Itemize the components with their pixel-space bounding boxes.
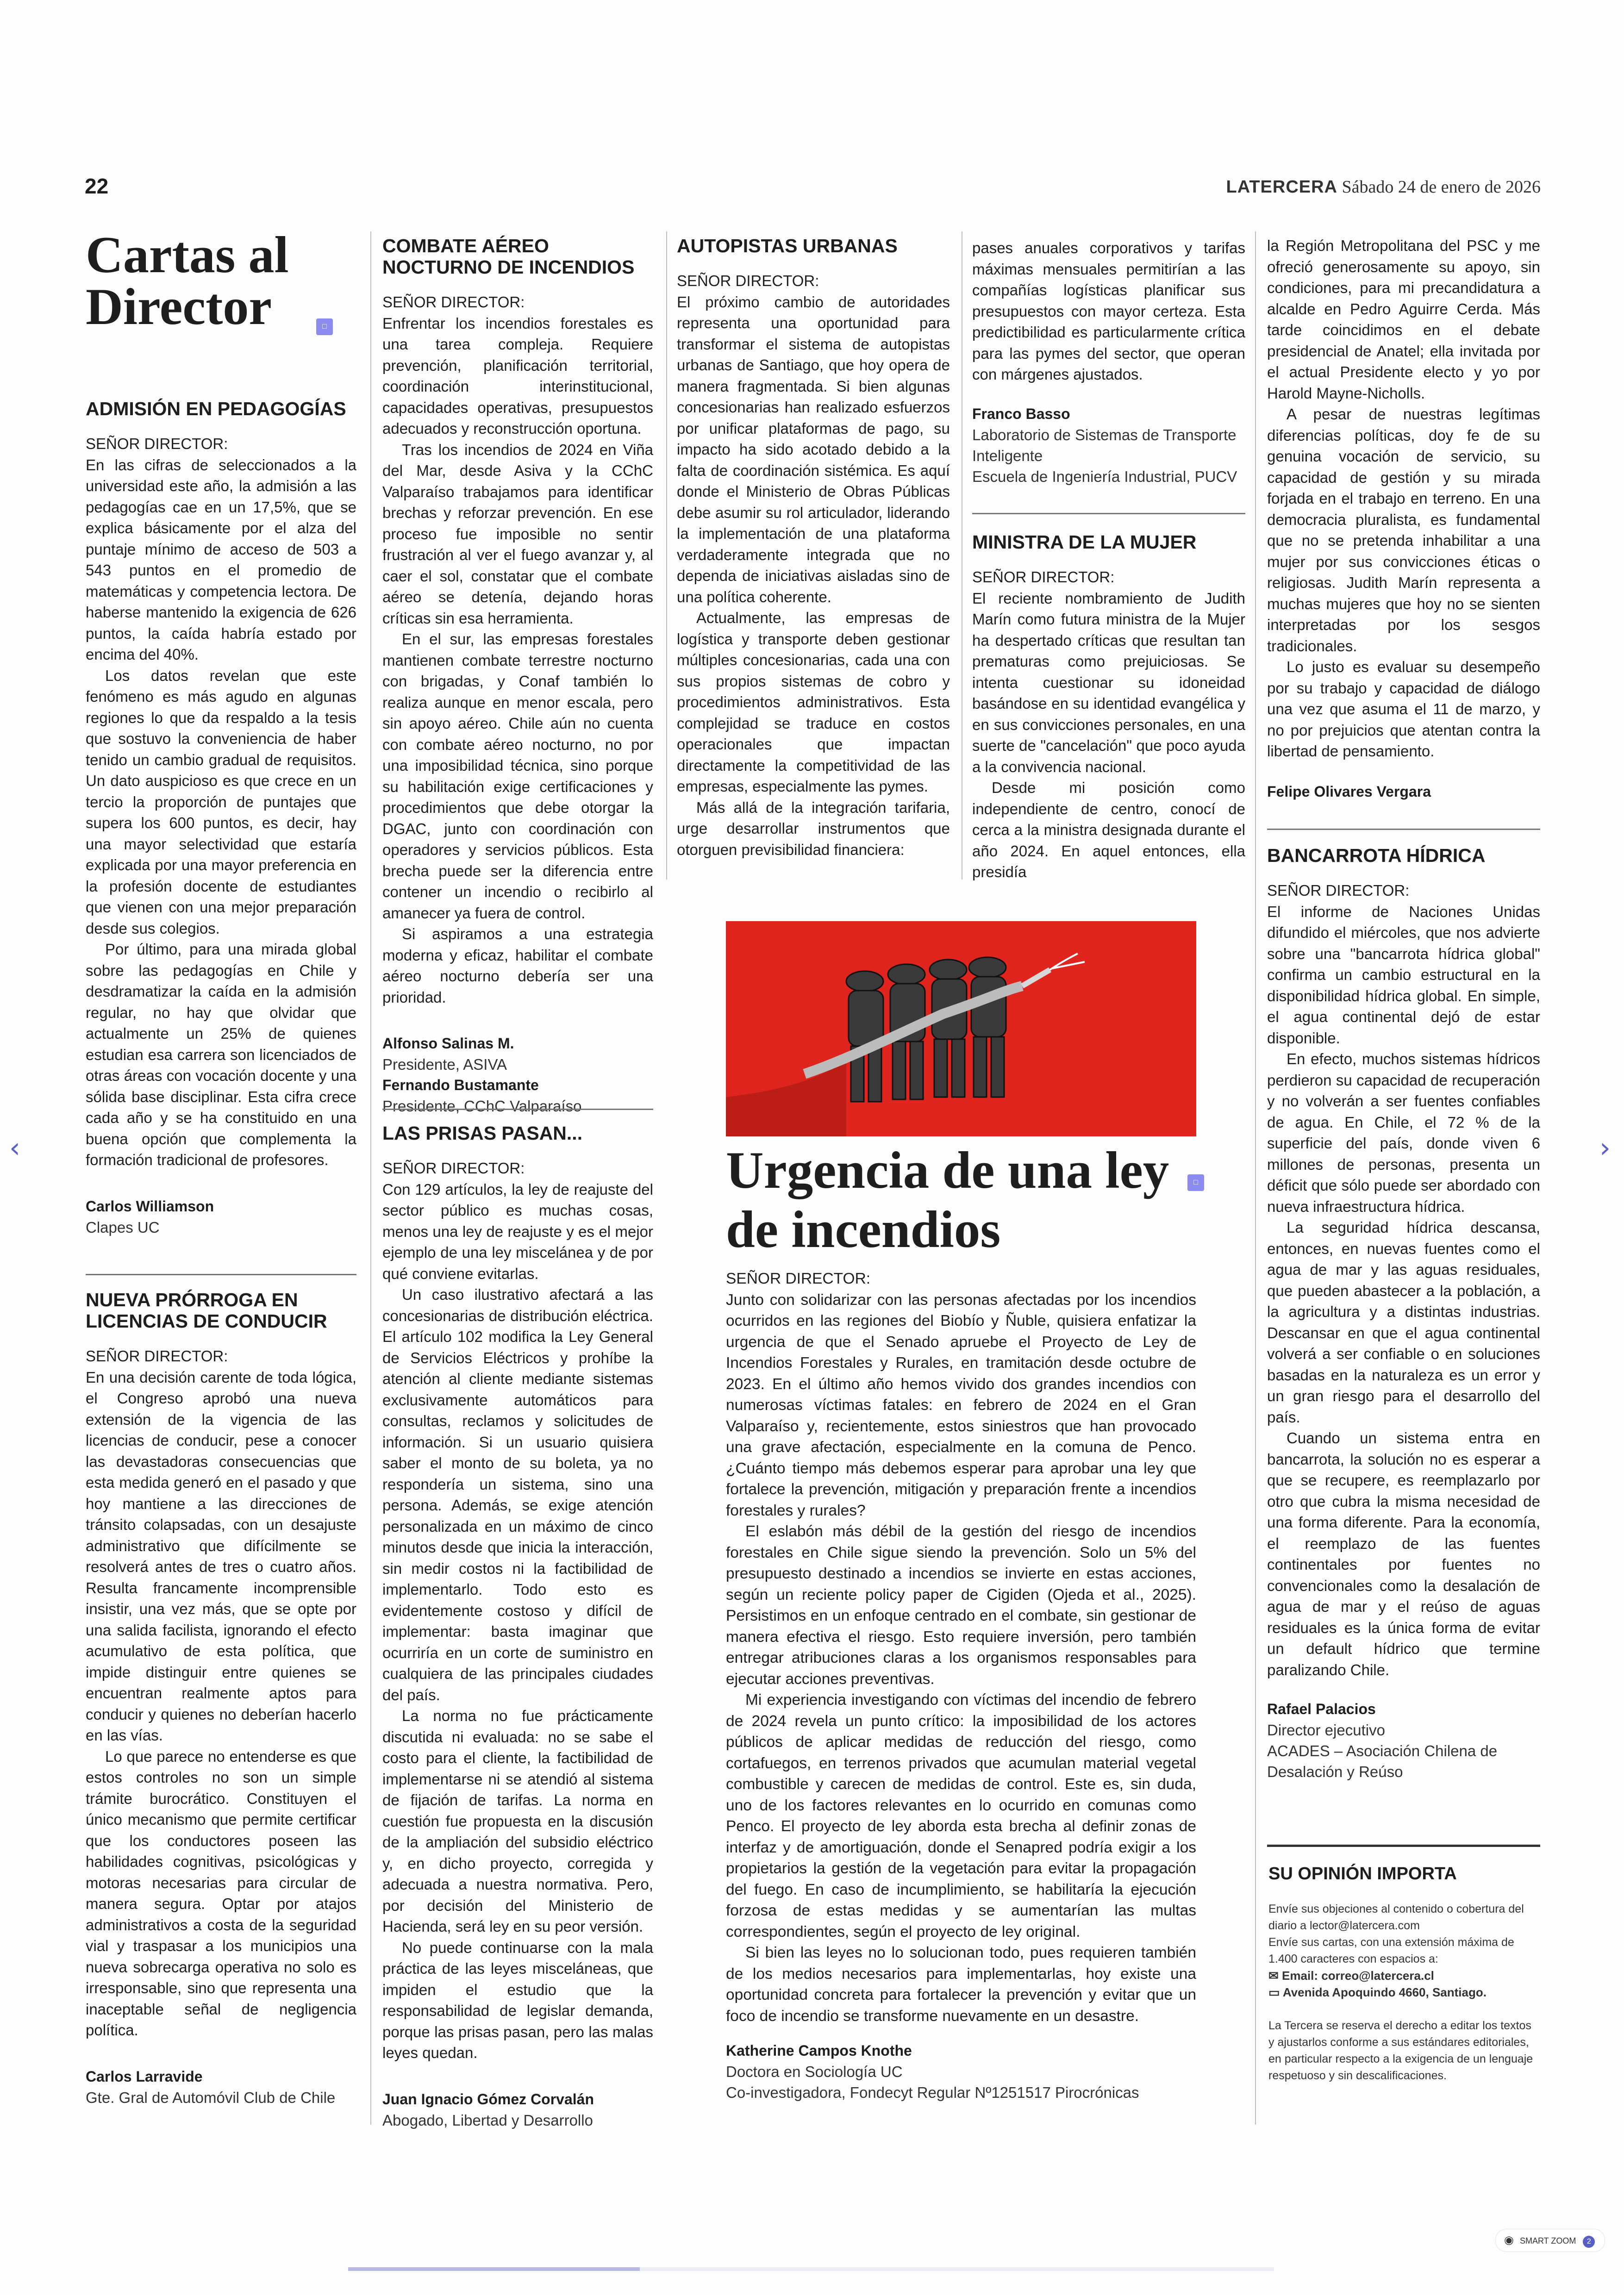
opinion-email xyxy=(1268,1967,1539,1984)
eye-icon: ◉ xyxy=(1504,2234,1514,2246)
letter-paragraph: Con 129 artículos, la ley de reajuste del sector público es muchas cosas, menos una ley de reajuste y es el mejor ejemplo de una ley miscelánea y de por qué conviene evitarlas. xyxy=(382,1180,653,1282)
letter-paragraph: En efecto, muchos sistemas hídricos perdieron su capacidad de recuperación y no volverán a ser fuentes confiables de agua. En Chile, el 72 % de la superficie del país, donde viven 6 millones de personas, presenta un déficit que sólo puede ser abordado con nueva infraestructura hídrica. xyxy=(1267,1050,1540,1215)
salutation: SEÑOR DIRECTOR: xyxy=(86,435,228,452)
letter-licencias xyxy=(86,1289,356,2108)
brand: LATERCERA xyxy=(1226,177,1337,197)
chevron-left-icon[interactable]: ‹ xyxy=(9,1132,20,1164)
author-name: Carlos Williamson xyxy=(86,1197,214,1215)
letter-bancarrota xyxy=(1267,845,1540,1782)
letter-paragraph: Por último, para una mirada global sobre las pedagogías en Chile y desdramatizar la caída en la admisión regular, no hay que olvidar que actualmente un 25% de quienes estudian esa carrera son licenciados de otras áreas con vocación docente y una sólida base disciplinar. Esta cifra crece cada año y se ha constituido en una buena opción que complementa la formación tradicional de profesores. xyxy=(86,941,356,1168)
scrollbar-thumb[interactable] xyxy=(348,2267,640,2271)
signature xyxy=(382,2089,653,2131)
author-role: Gte. Gral de Automóvil Club de Chile xyxy=(86,2089,336,2106)
letter-paragraph: Tras los incendios de 2024 en Viña del Mar, desde Asiva y la CChC Valparaíso trabajamos para identificar brechas y reforzar prevención. En ese proceso fue imposible no sentir frustración al ver el fuego avanzar y, al caer el sol, constatar que el combate aéreo se detenía, dejando horas críticas sin esa herramienta. xyxy=(382,441,653,627)
letter-paragraph: Enfrentar los incendios forestales es una tarea compleja. Requiere prevención, planificación territorial, coordinación interinstitucional, capacidades operativas, presupuestos adecuados y reconstrucción oportuna. xyxy=(382,314,653,437)
author-role: Co-investigadora, Fondecyt Regular Nº1251517 Pirocrónicas xyxy=(726,2084,1139,2101)
letter-paragraph: Un caso ilustrativo afectará a las concesionarias de distribución eléctrica. El artículo 102 modifica la Ley General de Servicios Eléctricos y prohíbe la atención al cliente mediante sistemas exclusivamente automáticos para consultas, reclamos y solicitudes de información. Si un usuario quisiera saber el monto de su boleta, ya no respondería un sistema, sino una persona. Además, se exige atención personalizada en un máximo de cinco minutos desde que inicia la interacción, sin medir costos ni la factibilidad de implementarlo. Todo esto es evidentemente costoso y difícil de implementar: basta imaginar que ocurriría en un corte de suministro en cualquiera de las principales ciudades del país. xyxy=(382,1286,653,1703)
envelope-icon: ✉ xyxy=(1268,1969,1279,1983)
salutation: SEÑOR DIRECTOR: xyxy=(382,293,525,311)
divider xyxy=(86,1274,356,1275)
author-role: Escuela de Ingeniería Industrial, PUCV xyxy=(972,468,1237,485)
letter-paragraph: La seguridad hídrica descansa, entonces, en nuevas fuentes como el agua de mar y las aguas residuales, que pueden abastecer a la población, a la agricultura y a distintas industrias. Descansar en que el agua continental volverá a ser confiable o en soluciones basadas en la naturaleza es un error y un gran riesgo para el desarrollo del país. xyxy=(1267,1219,1540,1426)
letter-paragraph: En una decisión carente de toda lógica, el Congreso aprobó una nueva extensión de la vigencia de las licencias de conducir, pese a conocer las devastadoras consecuencias que esta medida generó en el pasado y que hoy mantiene a las direcciones de tránsito colapsadas, con un desajuste administrativo que difícilmente se resolverá antes de tres o cuatro años. Resulta francamente incomprensible insistir, una vez más, que se opte por una salida facilista, ignorando el efecto acumulativo de esta política, que impide distinguir entre quienes se encuentran realmente aptos para conducir y quienes no deberían hacerlo en las vías. xyxy=(86,1368,356,1744)
author-name: Rafael Palacios xyxy=(1267,1701,1376,1717)
author-name: Fernando Bustamante xyxy=(382,1077,539,1093)
opinion-address-text: Avenida Apoquindo 4660, Santiago. xyxy=(1282,1985,1487,1999)
divider xyxy=(972,513,1245,514)
salutation: SEÑOR DIRECTOR: xyxy=(972,568,1115,586)
letter-paragraph: Los datos revelan que este fenómeno es más agudo en algunas regiones lo que da respaldo a la tesis que sostuvo la conveniencia de haber tenido un cambio gradual de requisitos. Un dato auspicioso es que crece en un tercio la proporción de puntajes que supera los 600 puntos, es decir, hay una mayor selectividad que estaría explicada por una mayor preferencia en la profesión docente de estudiantes que vienen con una mejor preparación desde sus colegios. xyxy=(86,667,356,937)
author-name: Carlos Larravide xyxy=(86,2068,203,2085)
letter-paragraph: A pesar de nuestras legítimas diferencias políticas, doy fe de su genuina vocación de servicio, su capacidad de gestión y su mirada forjada en el trabajo en terreno. En una democracia pluralista, es fundamental que no se pretenda inhabilitar a una mujer por sus convicciones éticas o religiosas. Judith Marín representa a muchas mujeres que hoy no se sienten interpretadas por los sesgos tradicionales. xyxy=(1267,405,1540,655)
letter-autopistas xyxy=(677,235,950,860)
divider xyxy=(1267,829,1540,830)
chevron-right-icon[interactable]: › xyxy=(1599,1132,1611,1164)
author-name: Alfonso Salinas M. xyxy=(382,1035,514,1052)
signature xyxy=(86,2066,356,2108)
letter-combate xyxy=(382,235,653,1116)
column-divider xyxy=(666,231,667,879)
letter-heading: MINISTRA DE LA MUJER xyxy=(972,531,1197,553)
salutation: SEÑOR DIRECTOR: xyxy=(382,1160,525,1177)
letter-paragraph: Más allá de la integración tarifaria, urge desarrollar instrumentos que otorguen previsibilidad financiera: xyxy=(677,798,950,858)
letter-paragraph: En el sur, las empresas forestales mantienen combate terrestre nocturno con brigadas, y Conaf también lo realiza aunque en menor escala, pero sin apoyo aéreo. Chile aún no cuenta con combate aéreo nocturno, no por una imposibilidad técnica, sino porque su habilitación exige certificaciones y procedimientos que debe otorgar la DGAC, junto con coordinación con operadores y servicios públicos. Esta brecha puede ser la diferencia entre contener un incendio o recibirlo al amanecer ya fuera de control. xyxy=(382,630,653,922)
letter-paragraph: Mi experiencia investigando con víctimas del incendio de febrero de 2024 revela un punto crítico: la imposibilidad de los actores públicos de aplicar medidas de reducción del riesgo, como cortafuegos, en terrenos privados que acumulan material vegetal combustible y carecen de medidas de control. Este es, sin duda, uno de los factores relevantes en lo ocurrido en comunas como Penco. El proyecto de ley aborda esta brecha al definir zonas de interfaz y de amortiguación, donde el Senapred podría exigir a los propietarios la gestión de la vegetación para evitar la propagación del fuego. En caso de incumplimiento, se habilitaría la ejecución forzosa de estas medidas y se aumentarían las multas correspondientes, según el proyecto de ley original. xyxy=(726,1691,1196,1940)
featured-illustration xyxy=(726,921,1196,1136)
smart-tag-icon[interactable]: □ xyxy=(1187,1174,1204,1191)
letter-paragraph: El informe de Naciones Unidas difundido el miércoles, que nos advierte sobre una "bancarrota hídrica global" confirma un cambio estructural en la disponibilidad hídrica global. En simple, el agua continental dejó de estar disponible. xyxy=(1267,903,1540,1047)
author-role: Abogado, Libertad y Desarrollo xyxy=(382,2111,593,2129)
signature xyxy=(86,1196,356,1238)
author-role: Presidente, CChC Valparaíso xyxy=(382,1098,582,1115)
letter-heading: BANCARROTA HÍDRICA xyxy=(1267,845,1486,866)
featured-title: Urgencia de una ley de incendios xyxy=(726,1141,1169,1259)
author-name: Franco Basso xyxy=(972,405,1070,422)
signature xyxy=(1267,781,1540,802)
letter-paragraph: Cuando un sistema entra en bancarrota, la solución no es esperar a que se recupere, es reemplazarlo por otro que cubra la misma necesidad de una forma diferente. Para la economía, el reemplazo de las fuentes continentales por fuentes no convencionales como la desalación de agua de mar y el reúso de aguas residuales es la única forma de evitar un default hídrico que termine paralizando Chile. xyxy=(1267,1429,1540,1678)
letter-heading: ADMISIÓN EN PEDAGOGÍAS xyxy=(86,398,346,419)
letter-paragraph: Junto con solidarizar con las personas afectadas por los incendios ocurridos en las regiones del Biobío y Ñuble, quisiera enfatizar la urgencia de que el Senado apruebe el Proyecto de Ley de Incendios Forestales y Rurales, en tramitación desde octubre de 2023. En el último año hemos vivido dos grandes incendios con numerosas víctimas fatales: en febrero de 2024 en el Gran Valparaíso y, recientemente, estos siniestros que han provocado una grave afectación, especialmente en la comuna de Penco. ¿Cuánto tiempo más debemos esperar para aprobar una ley que fortalece la prevención, mitigación y preparación frente a incendios forestales y rurales? xyxy=(726,1291,1196,1519)
letter-ministra xyxy=(972,531,1245,883)
letter-paragraph: la Región Metropolitana del PSC y me ofreció generosamente su apoyo, sin condiciones, para mi precandidatura a alcalde en Pedro Aguirre Cerda. Más tarde coincidimos en el debate presidencial de Anatel; ella invitada por el actual Presidente electo y yo por Harold Mayne-Nicholls. xyxy=(1267,237,1540,402)
opinion-note: La Tercera se reserva el derecho a editar los textos y ajustarlos conforme a sus estándares editoriales, en particular respecto a la exigencia de un lenguaje respetuoso y sin descalificaciones. xyxy=(1268,2019,1533,2082)
signature xyxy=(972,404,1245,487)
letter-heading: LAS PRISAS PASAN... xyxy=(382,1123,583,1144)
opinion-box xyxy=(1268,1865,1539,2084)
signature xyxy=(382,1033,653,1116)
page-number: 22 xyxy=(85,174,109,198)
masthead xyxy=(1226,177,1541,197)
mail-icon: ▭ xyxy=(1268,1985,1280,1999)
opinion-address xyxy=(1268,1984,1539,2001)
smart-zoom-label: SMART ZOOM xyxy=(1519,2236,1576,2245)
column-divider xyxy=(370,231,371,2125)
opinion-line: Envíe sus cartas, con una extensión máxima de 1.400 caracteres con espacios a: xyxy=(1268,1936,1514,1965)
letter-paragraph: pases anuales corporativos y tarifas máximas mensuales permitirían a las compañías logísticas planificar sus presupuestos con mayor certeza. Esta predictibilidad es particularmente crítica para las pymes del sector, que operan con márgenes ajustados. xyxy=(972,239,1245,383)
letter-paragraph: Actualmente, las empresas de logística y transporte deben gestionar múltiples concesionarias, cada una con sus propios sistemas de cobro y procedimientos administrativos. Esta complejidad se traduce en costos operacionales que impactan directamente la competitividad de las empresas, especialmente las pymes. xyxy=(677,609,950,795)
letter-paragraph: Lo justo es evaluar su desempeño por su trabajo y capacidad de diálogo una vez que asuma el 11 de marzo, y no por prejuicios que atentan contra la libertad de pensamiento. xyxy=(1267,658,1540,760)
signature xyxy=(1267,1699,1540,1782)
opinion-email-text[interactable]: Email: correo@latercera.cl xyxy=(1282,1969,1434,1983)
zoom-badge: 2 xyxy=(1583,2236,1595,2248)
author-name: Juan Ignacio Gómez Corvalán xyxy=(382,2090,594,2108)
letter-paragraph: Lo que parece no entenderse es que estos controles no son un simple trámite burocrático. Constituyen el único mecanismo que permite certificar que los conductores poseen las habilidades cognitivas, psicológicas y motoras necesarias para circular de manera segura. Optar por atajos administrativos a costa de la seguridad vial y traspasar a los municipios una nueva sobrecarga operativa no solo es irresponsable, sino que representa una inaceptable señal de negligencia política. xyxy=(86,1747,356,2039)
letter-prisas xyxy=(382,1123,653,2131)
author-role: Clapes UC xyxy=(86,1218,160,1236)
letter-paragraph: El eslabón más débil de la gestión del riesgo de incendios forestales en Chile sigue siendo la prevención. Solo un 5% del presupuesto destinado a incendios se invierte en estas acciones, según un reciente policy paper de Cigiden (Ojeda et al., 2025). Persistimos en un enfoque centrado en el combate, sin gestionar de manera efectiva el riesgo. Esto requiere inversión, pero también entregar atribuciones claras a los organismos responsables para ejecutar acciones preventivas. xyxy=(726,1523,1196,1688)
smart-zoom-button[interactable] xyxy=(1495,2229,1605,2252)
divider xyxy=(382,1109,653,1110)
author-role: Doctora en Sociología UC xyxy=(726,2063,903,2080)
letter-paragraph: El reciente nombramiento de Judith Marín como futura ministra de la Mujer ha despertado críticas que resultan tan prematuras como prejuiciosas. Se intenta cuestionar su idoneidad basándose en su identidad evangélica y en sus convicciones personales, en una suerte de "cancelación" que poco ayuda a la convivencia nacional. xyxy=(972,589,1245,775)
letter-paragraph: La norma no fue prácticamente discutida ni evaluada: no se sabe el costo para el cliente, la factibilidad de implementarse ni se atendió al sistema de fijación de tarifas. La norma en cuestión fue propuesta en la discusión de la ampliación del subsidio eléctrico y, en dicho proyecto, corregida y adecuada a nuestra normativa. Pero, por decisión del Ministerio de Hacienda, será ley en su peor versión. xyxy=(382,1707,653,1935)
salutation: SEÑOR DIRECTOR: xyxy=(677,272,819,289)
author-role: Laboratorio de Sistemas de Transporte Inteligente xyxy=(972,426,1237,464)
letter-heading: COMBATE AÉREO NOCTURNO DE INCENDIOS xyxy=(382,235,635,278)
letter-autopistas-continued xyxy=(972,237,1245,487)
salutation: SEÑOR DIRECTOR: xyxy=(1267,882,1410,899)
author-name: Katherine Campos Knothe xyxy=(726,2042,912,2059)
salutation: SEÑOR DIRECTOR: xyxy=(86,1347,228,1365)
letter-paragraph: En las cifras de seleccionados a la universidad este año, la admisión a las pedagogías cae en un 17,5%, que se explica básicamente por el alza del puntaje mínimo de acceso de 503 a 543 puntos en el promedio de matemáticas y competencia lectora. De haberse mantenido la exigencia de 626 puntos, la caída habría estado por encima del 40%. xyxy=(86,456,356,663)
letter-ministra-continued xyxy=(1267,235,1540,802)
opinion-line: Envíe sus objeciones al contenido o cobertura del diario a lector@latercera.com xyxy=(1268,1902,1524,1932)
letter-paragraph: Si aspiramos a una estrategia moderna y eficaz, habilitar el combate aéreo nocturno debería ser una prioridad. xyxy=(382,925,653,1006)
page-scrollbar[interactable] xyxy=(348,2267,1274,2271)
divider xyxy=(1267,1845,1540,1847)
signature xyxy=(726,2040,1196,2103)
smart-tag-icon[interactable]: □ xyxy=(316,318,333,335)
issue-date: Sábado 24 de enero de 2026 xyxy=(1342,177,1541,197)
letter-heading: NUEVA PRÓRROGA EN LICENCIAS DE CONDUCIR xyxy=(86,1289,327,1332)
letter-paragraph: Desde mi posición como independiente de centro, conocí de cerca a la ministra designada durante el año 2024. En aquel entonces, ella presidía xyxy=(972,779,1245,880)
section-title: Cartas al Director xyxy=(86,226,289,336)
author-role: ACADES – Asociación Chilena de Desalación y Reúso xyxy=(1267,1742,1498,1780)
letter-urgencia xyxy=(726,1268,1196,2103)
author-name: Felipe Olivares Vergara xyxy=(1267,783,1431,800)
letter-paragraph: El próximo cambio de autoridades representa una oportunidad para transformar el sistema de autopistas urbanas de Santiago, que hoy opera de manera fragmentada. Si bien algunas concesionarias han realizado esfuerzos por unificar plataformas de pago, su impacto ha sido acotado debido a la falta de coordinación sistémica. Es aquí donde el Ministerio de Obras Públicas debe asumir su rol articulador, liderando la implementación de una plataforma verdaderamente integrada que no dependa de iniciativas aisladas sino de una política coherente. xyxy=(677,293,950,605)
letter-paragraph: Si bien las leyes no lo solucionan todo, pues requieren también de los medios necesarios para implementarlas, hoy existe una oportunidad concreta para fortalecer la prevención y evitar que un foco de incendio se transforme nuevamente en un desastre. xyxy=(726,1944,1196,2025)
letter-paragraph: No puede continuarse con la mala práctica de las leyes misceláneas, que impiden el estudio que la responsabilidad de legislar demanda, porque las prisas pasan, pero las malas leyes quedan. xyxy=(382,1939,653,2061)
letter-heading: AUTOPISTAS URBANAS xyxy=(677,235,898,256)
salutation: SEÑOR DIRECTOR: xyxy=(726,1270,871,1287)
author-role: Presidente, ASIVA xyxy=(382,1056,507,1073)
column-divider xyxy=(1255,231,1256,2125)
letter-admision xyxy=(86,398,356,1238)
author-role: Director ejecutivo xyxy=(1267,1721,1385,1739)
opinion-title: SU OPINIÓN IMPORTA xyxy=(1268,1864,1457,1883)
